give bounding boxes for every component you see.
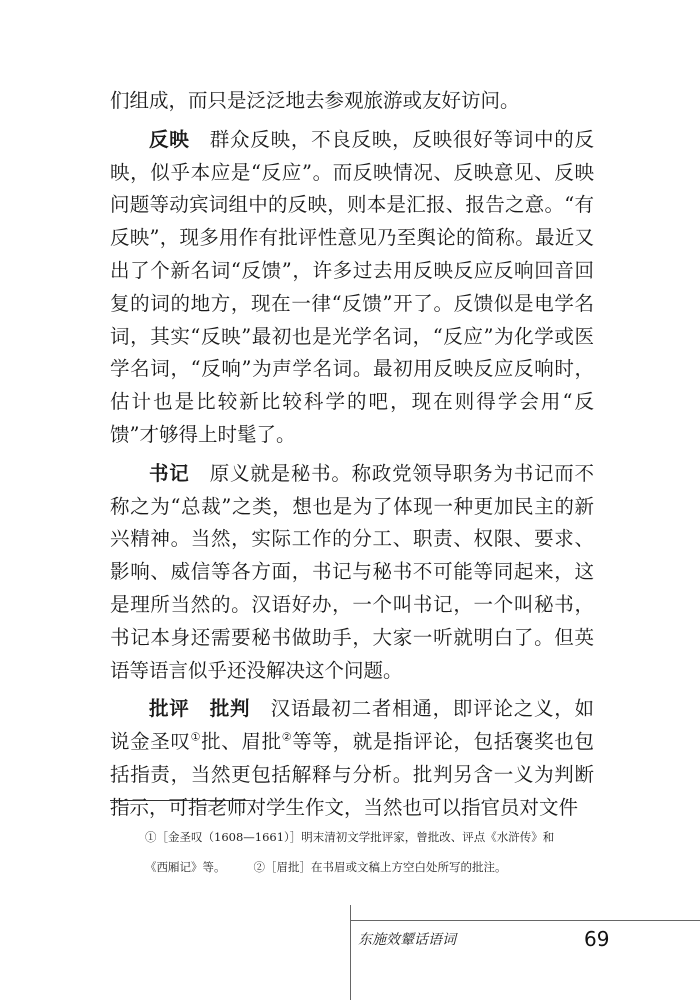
entry-shuji	[110, 458, 594, 688]
paragraph-continuation	[110, 85, 594, 118]
running-footer-title: 东施效颦话语词	[358, 932, 456, 948]
entry-fanying	[110, 124, 594, 452]
footnote-1-continued: 《西厢记》等。	[145, 860, 226, 874]
entry-text: 群众反映，不良反映，反映很好等词中的反映，似乎本应是“反应”。而反映情况、反映意见、反映问题等动宾词组中的反映，则本是汇报、报告之意。“有反映”，现多用作有批评性意见乃至舆论的简称。最近又出了个新名词“反馈”，许多过去用反映反应反响回音回复的词的地方，现在一律“反馈”开了。反馈似是电学名词，其实“反映”最初也是光学名词，“反应”为化学或医学名词，“反响”为声学名词。最初用反映反应反响时，估计也是比较新比较科学的吧，现在则得学会用“反馈”才够得上时髦了。	[110, 127, 594, 446]
entry-term: 书记	[149, 461, 190, 485]
entry-text: 原义就是秘书。称政党领导职务为书记而不称之为“总裁”之类，想也是为了体现一种更加民主的新兴精神。当然，实际工作的分工、职责、权限、要求、影响、威信等各方面，书记与秘书不可能等同起来，这是理所当然的。汉语好办，一个叫书记，一个叫秘书，书记本身还需要秘书做助手，大家一听就明白了。但英语等语言似乎还没解决这个问题。	[110, 461, 594, 682]
entry-text: 批、眉批	[201, 730, 282, 754]
entry-piping-pipan	[110, 693, 594, 824]
footnote-divider	[110, 800, 250, 801]
entry-term: 批评 批判	[149, 697, 251, 721]
paragraph-text: 们组成，而只是泛泛地去参观旅游或友好访问。	[110, 89, 520, 112]
footnote-line	[145, 852, 605, 882]
footnote-marker-2: ②	[281, 730, 293, 744]
entry-text: 等等，就是指评论，包括褒奖也包括指责，当然更包括解释与分析。批判另含一义为判断指示，可指老师对学生作文，当然也可以指官员对文件	[110, 730, 594, 819]
footnote-1-text: ①［金圣叹（1608—1661）］明末清初文学批评家，曾批改、评点《水浒传》和	[145, 830, 555, 844]
entry-term: 反映	[149, 127, 190, 151]
footnote-line	[145, 822, 605, 852]
footnote-marker-1: ①	[190, 730, 202, 744]
footnote-2-text: ②［眉批］在书眉或文稿上方空白处所写的批注。	[253, 860, 507, 874]
page-number: 69	[584, 927, 610, 951]
footnotes	[145, 822, 605, 882]
footer-divider-horizontal	[350, 920, 700, 921]
body-text	[110, 85, 594, 825]
entry-text: 汉语最初二者相通，即评论之义，如说金圣叹	[110, 697, 594, 754]
